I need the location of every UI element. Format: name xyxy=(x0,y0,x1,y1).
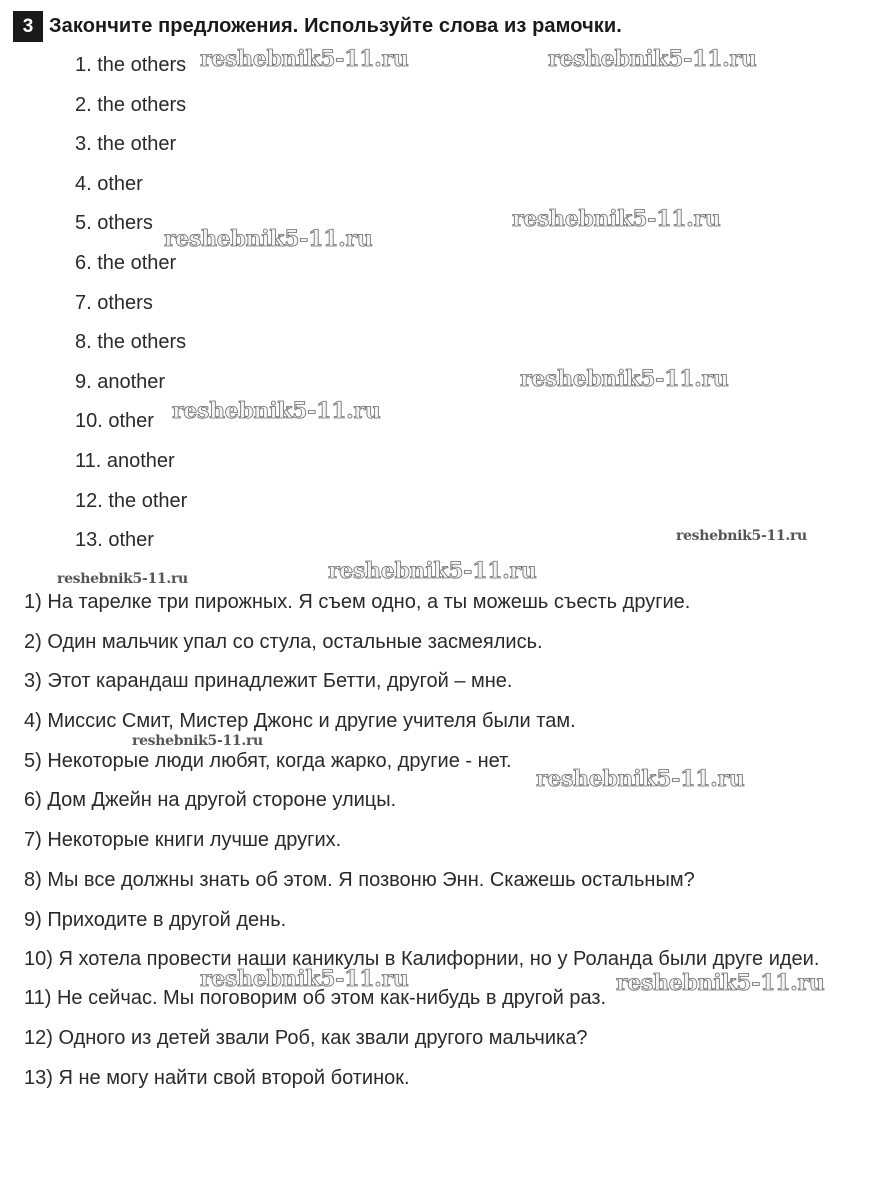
watermark: reshebnik5-11.ru xyxy=(676,528,807,544)
translation-item: 3) Этот карандаш принадлежит Бетти, другой – мне. xyxy=(24,670,513,693)
watermark: reshebnik5-11.ru xyxy=(520,366,729,392)
answer-list xyxy=(75,49,187,564)
answer-item: 4. other xyxy=(75,172,143,195)
translation-item: 1) На тарелке три пирожных. Я съем одно, а ты можешь съесть другие. xyxy=(24,591,691,613)
answer-item: 10. other xyxy=(75,410,154,433)
translation-list xyxy=(24,586,864,1101)
watermark: reshebnik5-11.ru xyxy=(172,398,381,424)
translation-item: 7) Некоторые книги лучше других. xyxy=(24,829,342,852)
answer-item: 6. the other xyxy=(75,251,177,274)
answer-item: 2. the others xyxy=(75,93,187,116)
answer-item: 11. another xyxy=(75,449,175,472)
translation-item: 5) Некоторые люди любят, когда жарко, другие - нет. xyxy=(24,749,512,772)
answer-item: 12. the other xyxy=(75,489,188,512)
watermark: reshebnik5-11.ru xyxy=(536,766,745,792)
answer-item: 1. the others xyxy=(75,54,187,76)
translation-item: 2) Один мальчик упал со стула, остальные засмеялись. xyxy=(24,630,543,653)
watermark: reshebnik5-11.ru xyxy=(132,733,263,749)
watermark: reshebnik5-11.ru xyxy=(548,46,757,72)
watermark: reshebnik5-11.ru xyxy=(512,206,721,232)
translation-item: 6) Дом Джейн на другой стороне улицы. xyxy=(24,789,397,812)
watermark: reshebnik5-11.ru xyxy=(200,966,409,992)
answer-item: 5. others xyxy=(75,212,153,235)
watermark: reshebnik5-11.ru xyxy=(200,46,409,72)
answer-item: 7. others xyxy=(75,291,153,314)
answer-item: 13. other xyxy=(75,529,154,552)
watermark: reshebnik5-11.ru xyxy=(328,558,537,584)
watermark: reshebnik5-11.ru xyxy=(57,571,188,587)
answer-item: 9. another xyxy=(75,370,166,393)
translation-item: 12) Одного из детей звали Роб, как звали другого мальчика? xyxy=(24,1026,588,1049)
translation-item: 10) Я хотела провести наши каникулы в Калифорнии, но у Роланда были друге идеи. xyxy=(24,948,820,971)
watermark: reshebnik5-11.ru xyxy=(164,226,373,252)
translation-item: 9) Приходите в другой день. xyxy=(24,908,287,931)
translation-item: 11) Не сейчас. Мы поговорим об этом как-нибудь в другой раз. xyxy=(24,987,607,1010)
task-number-badge: 3 xyxy=(13,11,43,42)
translation-item: 8) Мы все должны знать об этом. Я позвоню Энн. Скажешь остальным? xyxy=(24,868,695,891)
task-header xyxy=(13,11,622,42)
answer-item: 3. the other xyxy=(75,133,177,156)
translation-item: 13) Я не могу найти свой второй ботинок. xyxy=(24,1066,410,1089)
translation-item: 4) Миссис Смит, Мистер Джонс и другие учителя были там. xyxy=(24,710,576,733)
watermark: reshebnik5-11.ru xyxy=(616,970,825,996)
task-title: Закончите предложения. Используйте слова из рамочки. xyxy=(49,15,622,37)
answer-item: 8. the others xyxy=(75,331,187,354)
